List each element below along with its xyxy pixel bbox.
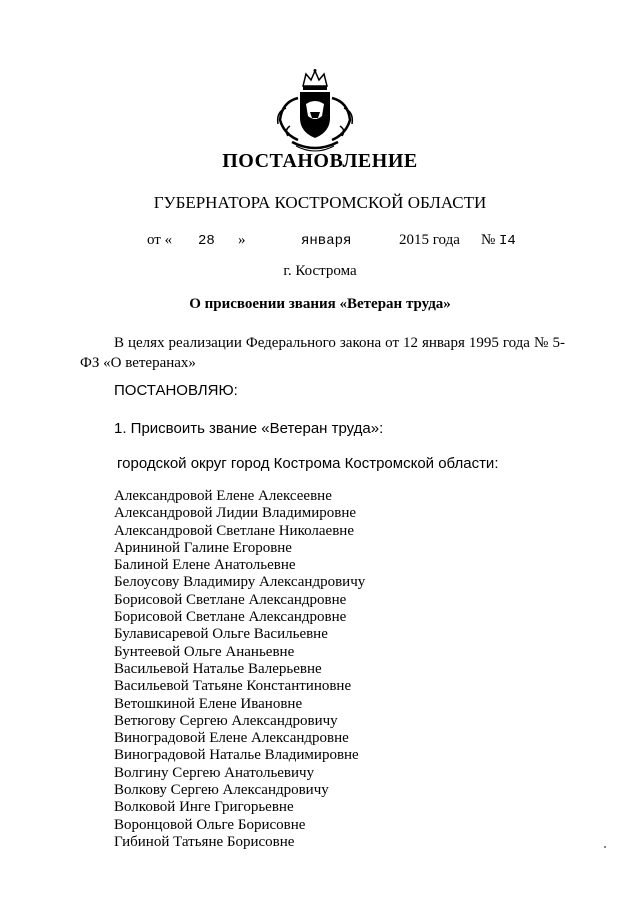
coat-of-arms-icon [270,68,360,156]
names-list [114,488,365,851]
document-title: ПОСТАНОВЛЕНИЕ [222,150,418,172]
date-month: января [301,233,352,249]
list-item: Волгину Сергею Анатольевичу [114,764,315,781]
list-item: Белоусову Владимиру Александровичу [114,574,366,591]
list-item: Борисовой Светлане Александровне [114,609,347,626]
list-item: Ветюгову Сергею Александровичу [114,712,338,729]
list-item: Александровой Лидии Владимировне [114,505,357,522]
list-item: Васильевой Наталье Валерьевне [114,660,322,677]
list-item: Воронцовой Ольге Борисовне [114,816,306,833]
date-day: 28 [198,233,215,249]
date-line [0,232,640,254]
list-item: Александровой Светлане Николаевне [114,522,354,539]
date-prefix: от « [147,232,173,248]
date-year: 2015 года [399,232,460,248]
list-item: Ветошкиной Елене Ивановне [114,695,303,712]
list-item: Виноградовой Елене Александровне [114,730,349,747]
list-item: Виноградовой Наталье Владимировне [114,747,359,764]
list-item: Волкову Сергею Александровичу [114,782,329,799]
list-item: Булависаревой Ольге Васильевне [114,626,328,643]
point-1: 1. Присвоить звание «Ветеран труда»: [114,420,384,437]
document-number: I4 [499,233,516,249]
list-item: Васильевой Татьяне Константиновне [114,678,352,695]
city: г. Кострома [283,263,357,279]
issuer-title: ГУБЕРНАТОРА КОСТРОМСКОЙ ОБЛАСТИ [153,193,487,212]
list-item: Борисовой Светлане Александровне [114,591,347,608]
list-item: Арининой Галине Егоровне [114,539,292,556]
scan-speck [604,846,606,848]
document-heading: О присвоении звания «Ветеран труда» [189,296,451,312]
preamble-paragraph: В целях реализации Федерального закона от 12 января 1995 года № 5-ФЗ «О ветеранах» [80,335,565,371]
number-label: № [481,232,496,248]
list-item: Гибиной Татьяне Борисовне [114,833,295,850]
decree-word: ПОСТАНОВЛЯЮ: [114,382,238,399]
district-line: городской округ город Кострома Костромской области: [117,455,499,472]
list-item: Бунтеевой Ольге Ананьевне [114,643,295,660]
list-item: Балиной Елене Анатольевне [114,557,296,574]
list-item: Волковой Инге Григорьевне [114,799,294,816]
date-close-quote: » [238,232,246,248]
list-item: Александровой Елене Алексеевне [114,488,332,504]
